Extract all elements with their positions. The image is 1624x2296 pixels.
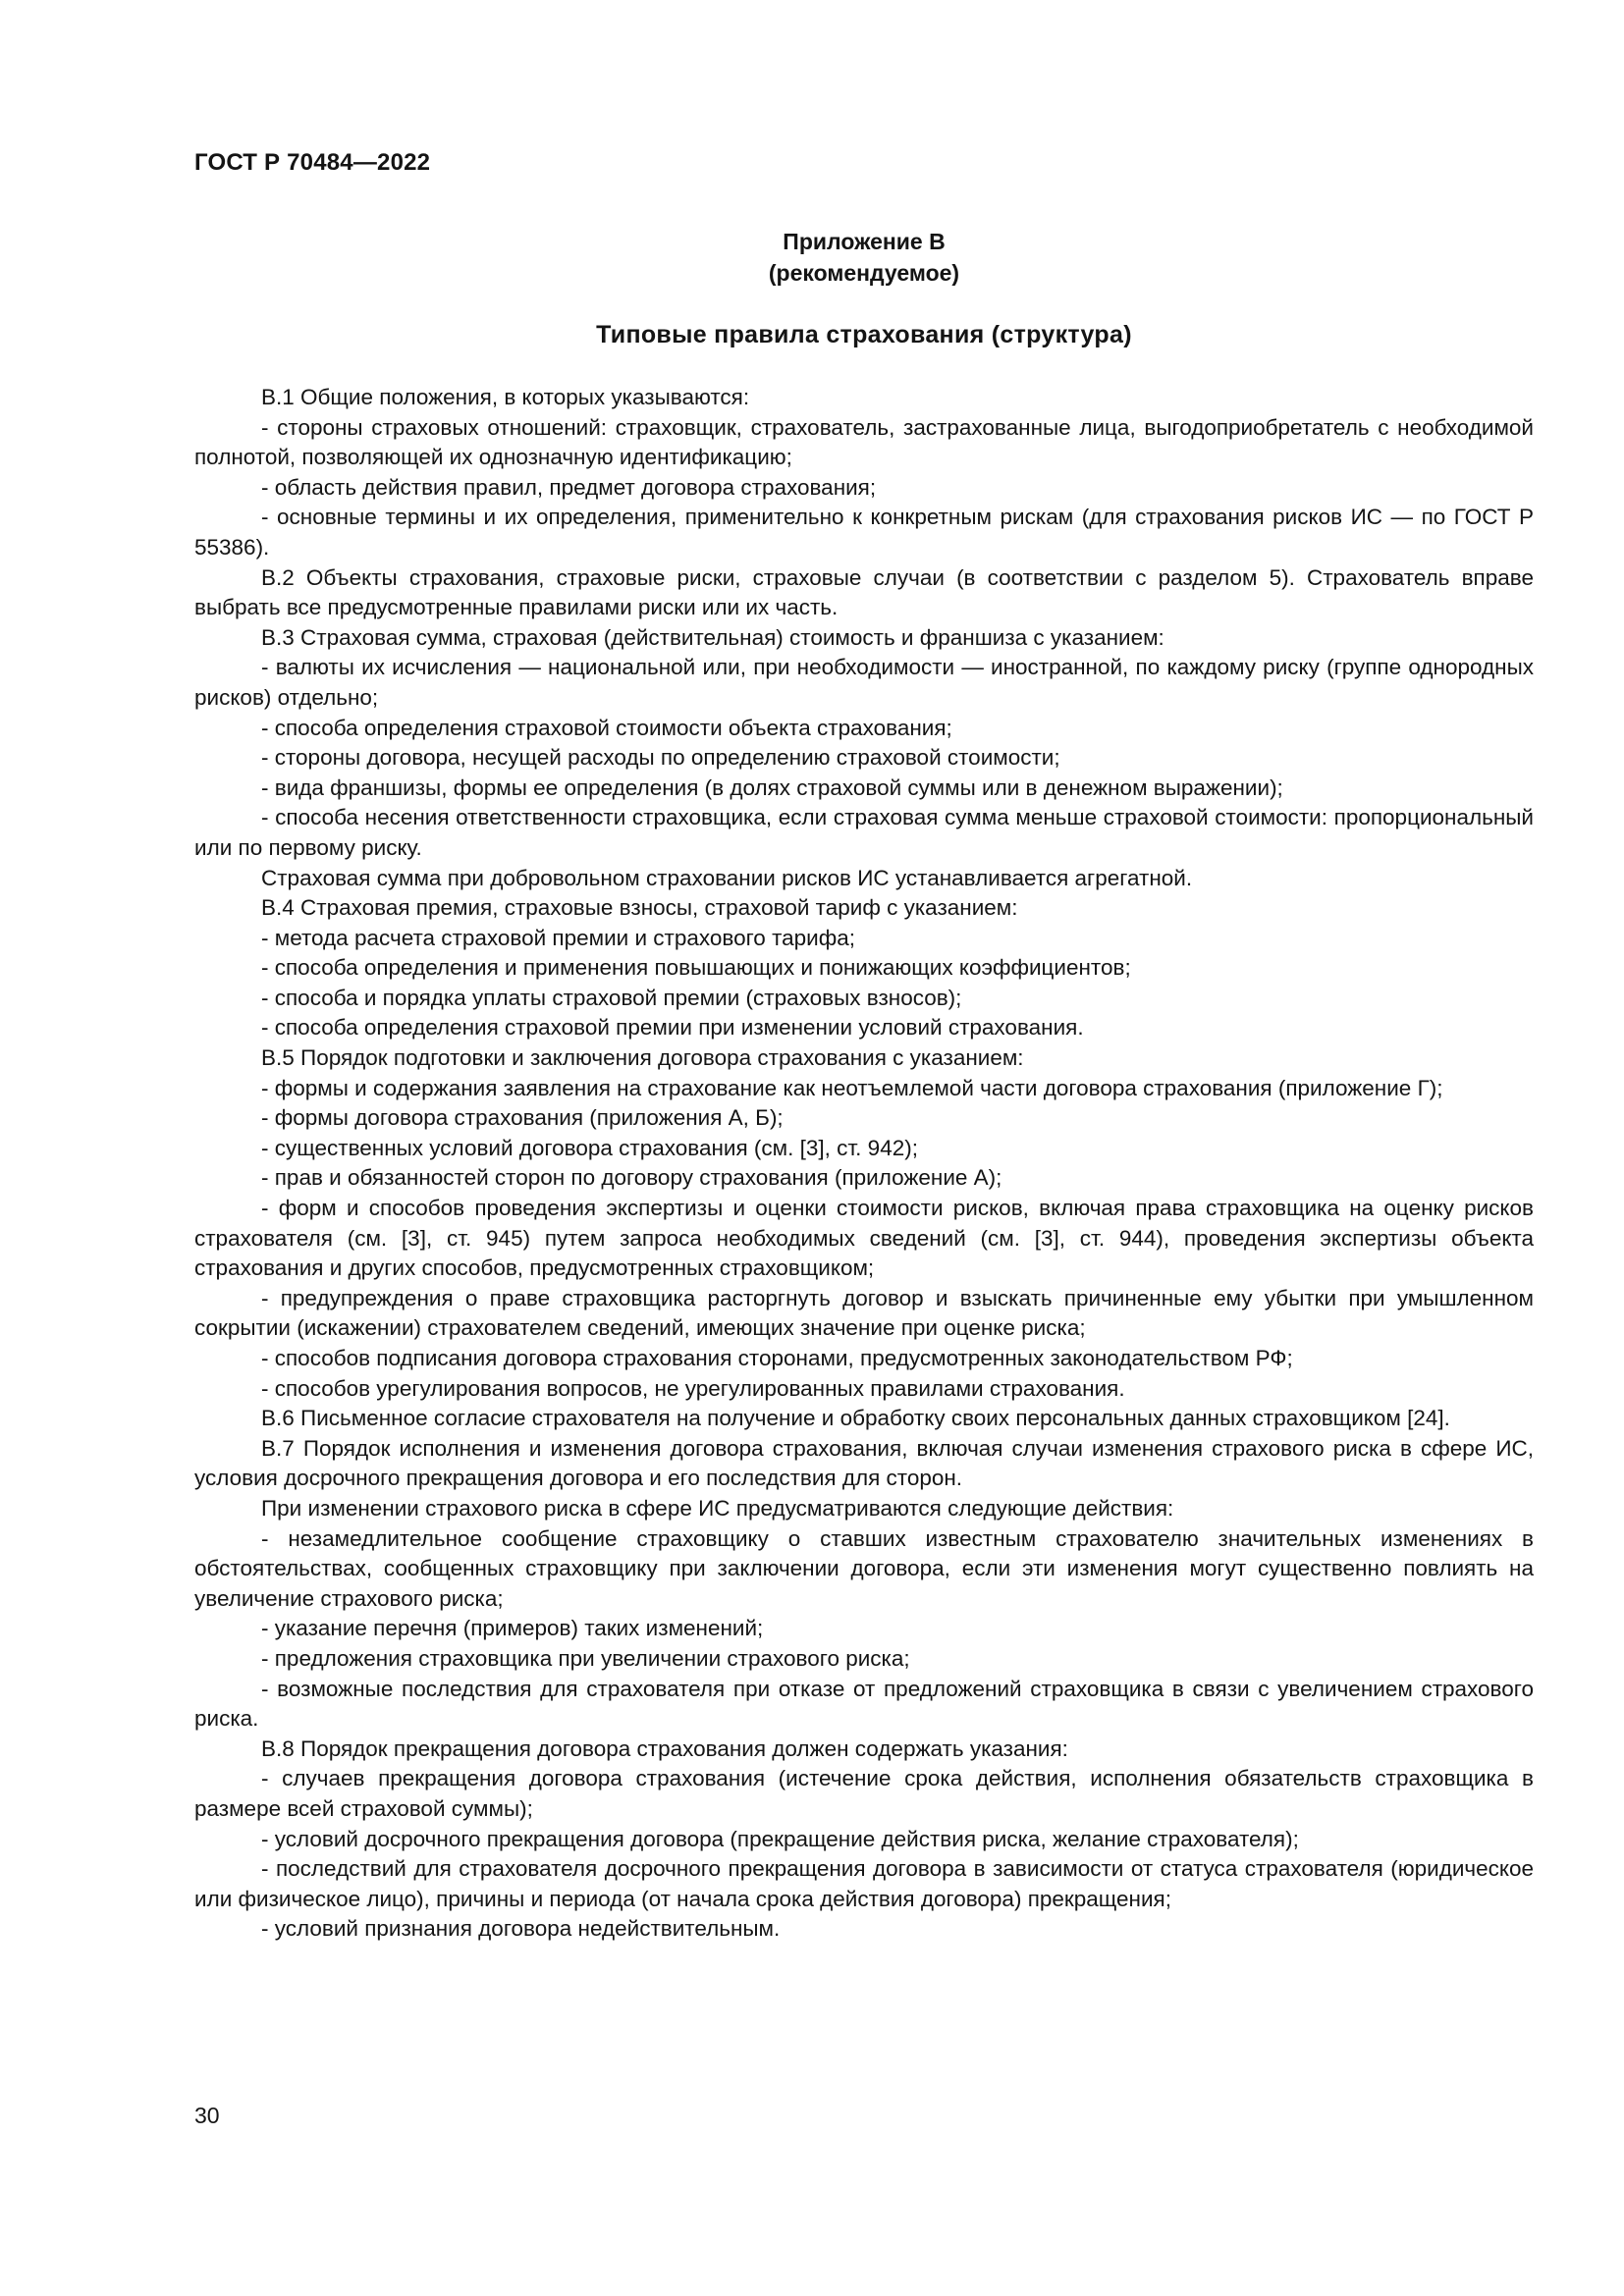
paragraph: - условий досрочного прекращения договора (прекращение действия риска, желание страхователя); — [261, 1826, 1299, 1851]
paragraph: Страховая сумма при добровольном страховании рисков ИС устанавливается агрегатной. — [261, 865, 1193, 890]
paragraph: - способов подписания договора страхования сторонами, предусмотренных законодательством РФ; — [261, 1346, 1293, 1370]
document-body — [194, 383, 1534, 1945]
paragraph: - формы договора страхования (приложения А, Б); — [261, 1105, 784, 1131]
paragraph: - способа несения ответственности страховщика, если страховая сумма меньше страховой стоимости: пропорциональный или по первому риску. — [194, 805, 1534, 860]
paragraph: В.3 Страховая сумма, страховая (действительная) стоимость и франшиза с указанием: — [261, 624, 1164, 650]
document-header: ГОСТ Р 70484—2022 — [194, 149, 431, 176]
annex-status: (рекомендуемое) — [768, 260, 960, 286]
paragraph: При изменении страхового риска в сфере ИС предусматриваются следующие действия: — [261, 1495, 1174, 1521]
paragraph: - способов урегулирования вопросов, не урегулированных правилами страхования. — [261, 1375, 1125, 1401]
paragraph: - существенных условий договора страхования (см. [3], ст. 942); — [261, 1135, 918, 1160]
section-title: Типовые правила страхования (структура) — [596, 321, 1132, 348]
paragraph: - вида франшизы, формы ее определения (в долях страховой суммы или в денежном выражении); — [261, 774, 1283, 800]
paragraph: - способа определения страховой премии при изменении условий страхования. — [261, 1015, 1084, 1041]
paragraph: - указание перечня (примеров) таких изменений; — [261, 1616, 764, 1641]
paragraph: - незамедлительное сообщение страховщику о ставших известным страхователю значительных изменениях в обстоятельствах, сообщенных страховщику при заключении договора, если эти изменения могут существенно повлиять на увеличение страхового риска; — [194, 1525, 1534, 1611]
paragraph: - стороны договора, несущей расходы по определению страховой стоимости; — [261, 745, 1060, 771]
paragraph: В.1 Общие положения, в которых указываются: — [261, 385, 750, 409]
paragraph: В.5 Порядок подготовки и заключения договора страхования с указанием: — [261, 1045, 1024, 1071]
annex-title: Приложение В — [783, 229, 946, 254]
paragraph: - последствий для страхователя досрочного прекращения договора в зависимости от статуса страхователя (юридическое или физическое лицо), причины и периода (от начала срока действия договора) прекращения; — [194, 1856, 1534, 1911]
paragraph: В.8 Порядок прекращения договора страхования должен содержать указания: — [261, 1735, 1068, 1761]
paragraph: - возможные последствия для страхователя при отказе от предложений страховщика в связи с увеличением страхового риска. — [194, 1676, 1534, 1732]
paragraph: - стороны страховых отношений: страховщик, страхователь, застрахованные лица, выгодоприобретатель с необходимой полнотой, позволяющей их однозначную идентификацию; — [194, 414, 1534, 470]
paragraph: - метода расчета страховой премии и страхового тарифа; — [261, 925, 855, 950]
paragraph: - предложения страховщика при увеличении страхового риска; — [261, 1645, 910, 1671]
paragraph: - валюты их исчисления — национальной или, при необходимости — иностранной, по каждому риску (группе однородных рисков) отдельно; — [194, 655, 1534, 710]
paragraph: В.2 Объекты страхования, страховые риски, страховые случаи (в соответствии с разделом 5). Страхователь вправе выбрать все предусмотренные правилами риски или их часть. — [194, 564, 1534, 620]
paragraph: - форм и способов проведения экспертизы и оценки стоимости рисков, включая права страховщика на оценку рисков страхователя (см. [3], ст. 945) путем запроса необходимых сведений (см. [3], ст. 944), проведения экспертизы объекта страхования и других способов, предусмотренных страховщиком; — [194, 1196, 1534, 1281]
paragraph: - область действия правил, предмет договора страхования; — [261, 474, 877, 500]
paragraph: - способа определения страховой стоимости объекта страхования; — [261, 715, 952, 740]
paragraph: В.6 Письменное согласие страхователя на получение и обработку своих персональных данных страховщиком [24]. — [261, 1406, 1450, 1431]
annex-heading — [194, 226, 1534, 289]
paragraph: - формы и содержания заявления на страхование как неотъемлемой части договора страхования (приложение Г); — [261, 1075, 1443, 1100]
paragraph: - прав и обязанностей сторон по договору страхования (приложение А); — [261, 1165, 1002, 1191]
paragraph: - способа и порядка уплаты страховой премии (страховых взносов); — [261, 985, 962, 1010]
paragraph: - способа определения и применения повышающих и понижающих коэффициентов; — [261, 955, 1131, 981]
paragraph: В.4 Страховая премия, страховые взносы, страховой тариф с указанием: — [261, 895, 1018, 921]
paragraph: - предупреждения о праве страховщика расторгнуть договор и взыскать причиненные ему убытки при умышленном сокрытии (искажении) страхователем сведений, имеющих значение при оценке риска; — [194, 1285, 1534, 1341]
page-number: 30 — [194, 2103, 220, 2128]
paragraph: - основные термины и их определения, применительно к конкретным рискам (для страхования рисков ИС — по ГОСТ Р 55386). — [194, 505, 1534, 560]
paragraph: - условий признания договора недействительным. — [261, 1916, 781, 1942]
paragraph: В.7 Порядок исполнения и изменения договора страхования, включая случаи изменения страхового риска в сфере ИС, условия досрочного прекращения договора и его последствия для сторон. — [194, 1435, 1534, 1491]
paragraph: - случаев прекращения договора страхования (истечение срока действия, исполнения обязательств страховщика в размере всей страховой суммы); — [194, 1766, 1534, 1821]
